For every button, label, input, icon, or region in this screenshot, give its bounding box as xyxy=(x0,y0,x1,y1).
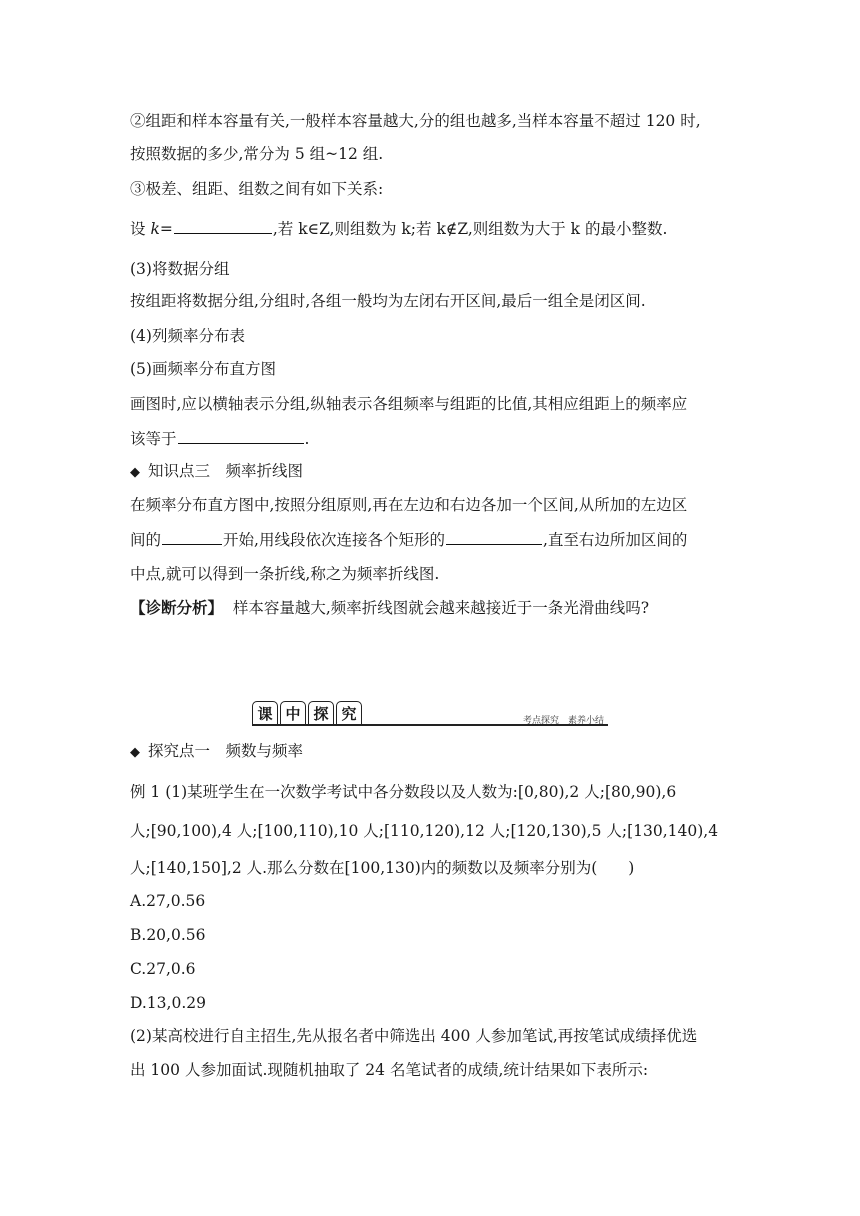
kp3-line2-b: 开始,用线段依次连接各个矩形的 xyxy=(223,531,445,549)
section-3-text: 按组距将数据分组,分组时,各组一般均为左闭右开区间,最后一组全是闭区间. xyxy=(130,292,646,310)
option-b: B.20,0.56 xyxy=(130,926,206,944)
section-5-line2-suffix: . xyxy=(304,430,310,448)
kp3-line2-a: 间的 xyxy=(130,531,162,549)
option-c: C.27,0.6 xyxy=(130,960,196,978)
option-d: D.13,0.29 xyxy=(130,994,206,1012)
banner-tabs xyxy=(252,701,364,725)
section-5-title: (5)画频率分布直方图 xyxy=(130,360,276,378)
kp3-line2 xyxy=(130,528,687,551)
example-1-line3: 人;[140,150],2 人.那么分数在[100,130)内的频数以及频率分别为( ) xyxy=(130,859,635,877)
section-3-title: (3)将数据分组 xyxy=(130,260,230,278)
example-1-line2: 人;[90,100),4 人;[100,110),10 人;[110,120),12 人;[120,130),5 人;[130,140),4 xyxy=(130,822,719,840)
banner-tab-1: 课 xyxy=(252,701,278,725)
fill-blank-frequency[interactable] xyxy=(178,427,304,444)
diagnosis-label: 【诊断分析】 xyxy=(130,598,224,617)
fill-blank-formula[interactable] xyxy=(174,217,272,234)
section-5-line2 xyxy=(130,427,309,450)
diagnosis-line xyxy=(130,597,649,619)
kp3-line3: 中点,就可以得到一条折线,称之为频率折线图. xyxy=(130,565,440,583)
example-1-part2-line2: 出 100 人参加面试.现随机抽取了 24 名笔试者的成绩,统计结果如下表所示: xyxy=(130,1061,649,1079)
explore-point-1-title-text: 探究点一 频数与频率 xyxy=(148,742,304,760)
banner-tab-4: 究 xyxy=(336,701,362,725)
section-5-line2-prefix: 该等于 xyxy=(130,430,177,448)
knowledge-point-3-title xyxy=(130,460,303,484)
kp3-line2-c: ,直至右边所加区间的 xyxy=(542,531,688,549)
paragraph-group-width-line1: ②组距和样本容量有关,一般样本容量越大,分的组也越多,当样本容量不超过 120 时, xyxy=(130,112,701,130)
example-1-line1: 例 1 (1)某班学生在一次数学考试中各分数段以及人数为:[0,80),2 人;[80,90),6 xyxy=(130,783,677,801)
fill-blank-midpoint[interactable] xyxy=(162,528,222,545)
formula-k: k xyxy=(150,220,160,238)
kp3-line1: 在频率分布直方图中,按照分组原则,再在左边和右边各加一个区间,从所加的左边区 xyxy=(130,496,688,514)
banner-tab-3: 探 xyxy=(308,701,334,725)
formula-prefix: 设 xyxy=(130,220,151,238)
formula-line xyxy=(130,217,667,240)
option-a: A.27,0.56 xyxy=(130,892,206,910)
formula-eq: = xyxy=(159,220,173,238)
section-5-line1: 画图时,应以横轴表示分组,纵轴表示各组频率与组距的比值,其相应组距上的频率应 xyxy=(130,395,688,413)
section-4-title: (4)列频率分布表 xyxy=(130,327,245,345)
explore-point-1-title xyxy=(130,740,303,764)
example-1-part2-line1: (2)某高校进行自主招生,先从报名者中筛选出 400 人参加笔试,再按笔试成绩择优选 xyxy=(130,1027,698,1045)
paragraph-range-relation: ③极差、组距、组数之间有如下关系: xyxy=(130,180,384,198)
knowledge-point-3-title-text: 知识点三 频率折线图 xyxy=(148,462,304,480)
diamond-icon: ◆ xyxy=(130,465,140,480)
diamond-icon: ◆ xyxy=(130,745,140,760)
diagnosis-text: 样本容量越大,频率折线图就会越来越接近于一条光滑曲线吗? xyxy=(232,599,650,617)
section-banner xyxy=(252,701,608,731)
fill-blank-rectangle-top[interactable] xyxy=(446,528,542,545)
banner-subtitle: 考点探究 素养小结 xyxy=(522,716,604,726)
banner-tab-2: 中 xyxy=(280,701,306,725)
formula-suffix: ,若 k∈Z,则组数为 k;若 k∉Z,则组数为大于 k 的最小整数. xyxy=(272,220,668,238)
paragraph-group-width-line2: 按照数据的多少,常分为 5 组~12 组. xyxy=(130,145,384,163)
